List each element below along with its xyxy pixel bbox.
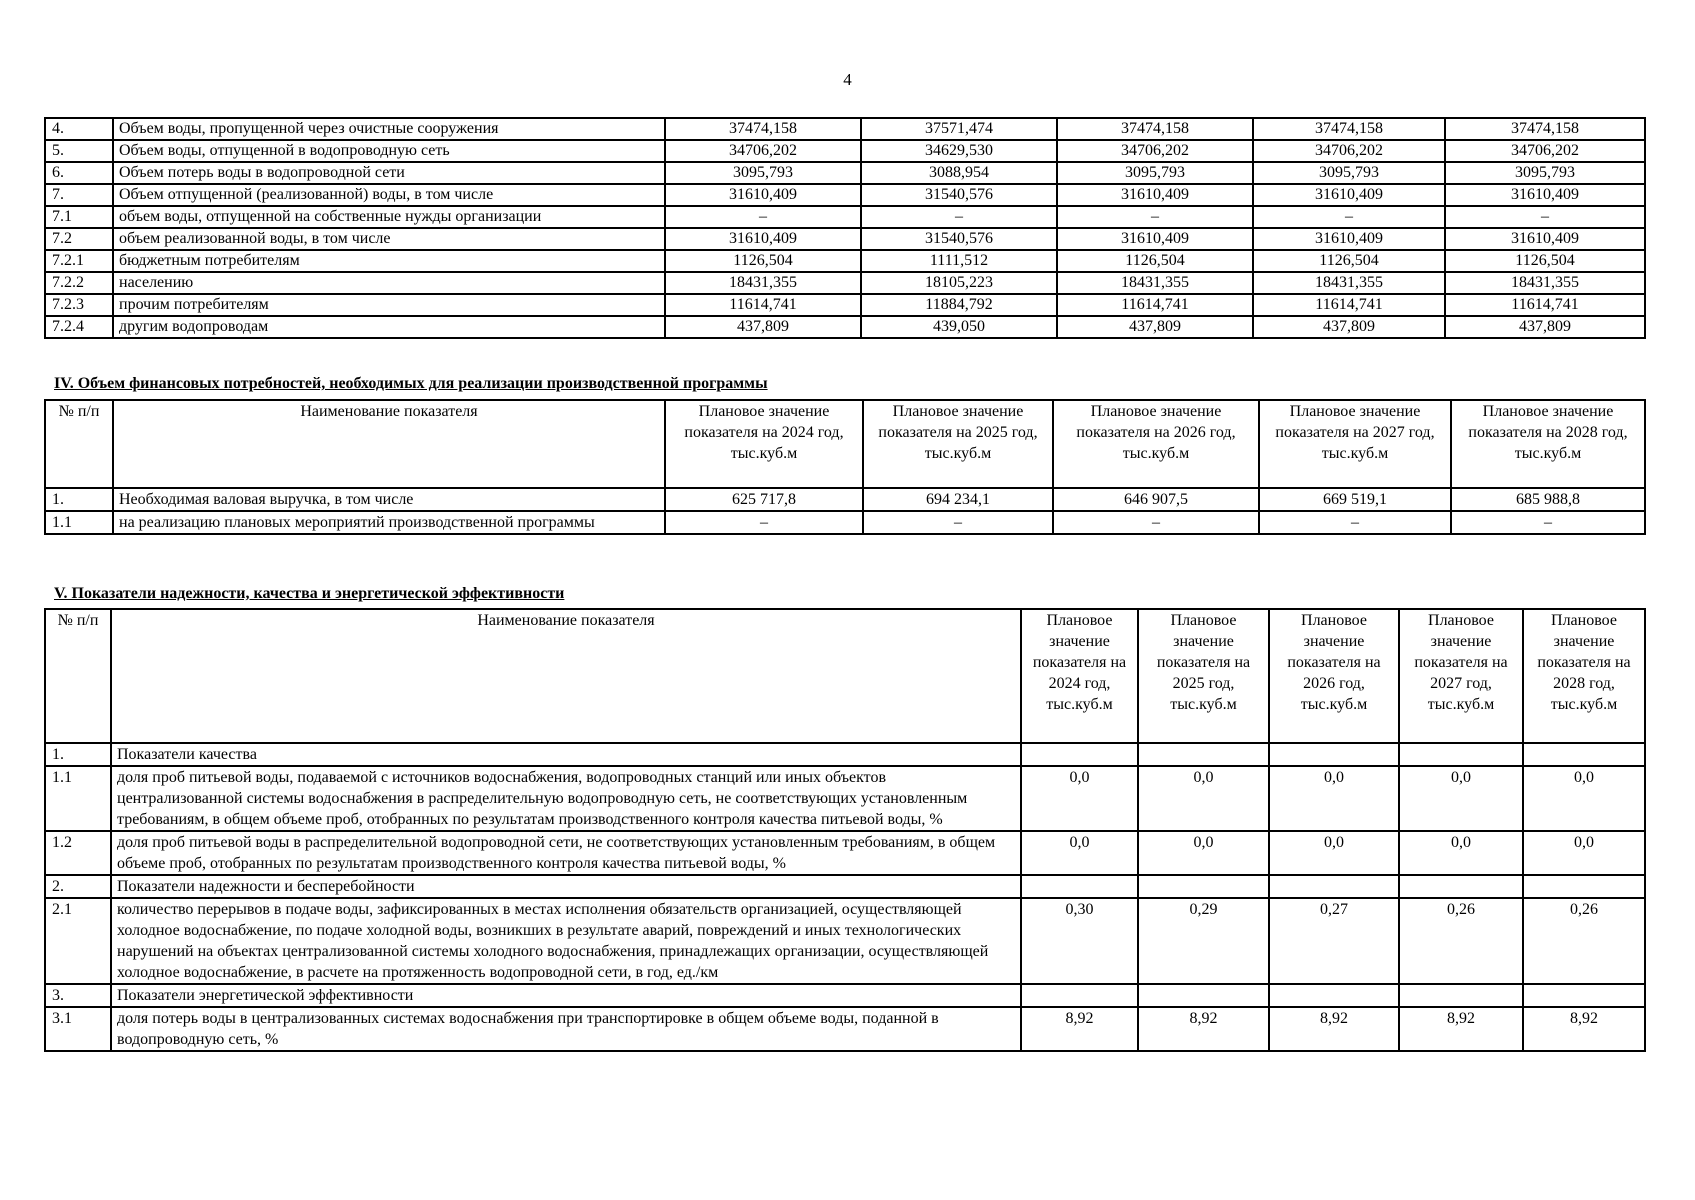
value-2026: 0,27 — [1269, 898, 1399, 984]
row-number: 7.2 — [45, 228, 113, 250]
indicator-name: объем реализованной воды, в том числе — [113, 228, 665, 250]
value-2028: 8,92 — [1523, 1007, 1645, 1051]
value-2027: 0,0 — [1399, 766, 1523, 831]
value-2028: 1126,504 — [1445, 250, 1645, 272]
value-2028: 0,0 — [1523, 766, 1645, 831]
row-number: 6. — [45, 162, 113, 184]
value-2027: 0,26 — [1399, 898, 1523, 984]
value-2026 — [1269, 984, 1399, 1007]
value-2027: 34706,202 — [1253, 140, 1445, 162]
column-header-name: Наименование показателя — [111, 609, 1021, 743]
indicator-name: Необходимая валовая выручка, в том числе — [113, 488, 665, 511]
indicator-name: бюджетным потребителям — [113, 250, 665, 272]
value-2026: 437,809 — [1057, 316, 1253, 338]
value-2026 — [1269, 743, 1399, 766]
value-2026: 11614,741 — [1057, 294, 1253, 316]
value-2028: – — [1451, 511, 1645, 534]
row-number: 1.1 — [45, 766, 111, 831]
value-2027: 8,92 — [1399, 1007, 1523, 1051]
indicator-name: Объем потерь воды в водопроводной сети — [113, 162, 665, 184]
indicator-name: доля потерь воды в централизованных системах водоснабжения при транспортировке в общем объеме воды, поданной в водопроводную сеть, % — [111, 1007, 1021, 1051]
value-2024: 3095,793 — [665, 162, 861, 184]
table-row — [45, 206, 1645, 228]
table-row — [45, 184, 1645, 206]
value-2025: 0,0 — [1138, 831, 1269, 875]
value-2027: – — [1259, 511, 1451, 534]
row-number: 1.1 — [45, 511, 113, 534]
table-row — [45, 162, 1645, 184]
row-number: 3.1 — [45, 1007, 111, 1051]
value-2027: 11614,741 — [1253, 294, 1445, 316]
indicator-name: доля проб питьевой воды, подаваемой с источников водоснабжения, водопроводных станций или иных объектов централизованной системы водоснабжения в распределительную водопроводную сеть, не соответствующих установленным требованиям, в общем объеме проб, отобранных по результатам производственного контроля качества питьевой воды, % — [111, 766, 1021, 831]
value-2026: 18431,355 — [1057, 272, 1253, 294]
indicator-name: Показатели надежности и бесперебойности — [111, 875, 1021, 898]
value-2026: 31610,409 — [1057, 228, 1253, 250]
value-2027 — [1399, 743, 1523, 766]
value-2028 — [1523, 875, 1645, 898]
value-2027: 37474,158 — [1253, 118, 1445, 140]
table-row — [45, 984, 1645, 1007]
value-2028 — [1523, 743, 1645, 766]
value-2028: 3095,793 — [1445, 162, 1645, 184]
value-2026: 31610,409 — [1057, 184, 1253, 206]
value-2024: 37474,158 — [665, 118, 861, 140]
column-header-name: Наименование показателя — [113, 400, 665, 488]
indicator-name: доля проб питьевой воды в распределительной водопроводной сети, не соответствующих установленным требованиям, в общем объеме проб, отобранных по результатам производственного контроля качества питьевой воды, % — [111, 831, 1021, 875]
table-row — [45, 316, 1645, 338]
indicator-name: на реализацию плановых мероприятий производственной программы — [113, 511, 665, 534]
value-2025: 0,29 — [1138, 898, 1269, 984]
value-2026: 0,0 — [1269, 831, 1399, 875]
value-2024: – — [665, 206, 861, 228]
table-row — [45, 272, 1645, 294]
table-row — [45, 743, 1645, 766]
row-number: 7.2.3 — [45, 294, 113, 316]
value-2024: 437,809 — [665, 316, 861, 338]
indicator-name: объем воды, отпущенной на собственные нужды организации — [113, 206, 665, 228]
row-number: 5. — [45, 140, 113, 162]
value-2024: 11614,741 — [665, 294, 861, 316]
value-2027: 31610,409 — [1253, 184, 1445, 206]
value-2027: 1126,504 — [1253, 250, 1445, 272]
column-header-num: № п/п — [45, 400, 113, 488]
indicator-name: населению — [113, 272, 665, 294]
value-2027: 437,809 — [1253, 316, 1445, 338]
value-2026: – — [1057, 206, 1253, 228]
indicator-name: Объем отпущенной (реализованной) воды, в том числе — [113, 184, 665, 206]
value-2028: 18431,355 — [1445, 272, 1645, 294]
value-2027: 669 519,1 — [1259, 488, 1451, 511]
table-row — [45, 250, 1645, 272]
value-2027: 31610,409 — [1253, 228, 1445, 250]
value-2024: 8,92 — [1021, 1007, 1138, 1051]
value-2025: 34629,530 — [861, 140, 1057, 162]
value-2028: 34706,202 — [1445, 140, 1645, 162]
value-2028: – — [1445, 206, 1645, 228]
row-number: 3. — [45, 984, 111, 1007]
indicator-name: Показатели энергетической эффективности — [111, 984, 1021, 1007]
column-header-num: № п/п — [45, 609, 111, 743]
table-row — [45, 140, 1645, 162]
value-2025: 11884,792 — [861, 294, 1057, 316]
column-header-2024: Плановое значение показателя на 2024 год, тыс.куб.м — [665, 400, 863, 488]
row-number: 1.2 — [45, 831, 111, 875]
column-header-2026: Плановое значение показателя на 2026 год, тыс.куб.м — [1269, 609, 1399, 743]
row-number: 2.1 — [45, 898, 111, 984]
table-row — [45, 294, 1645, 316]
value-2025: 0,0 — [1138, 766, 1269, 831]
value-2024: 18431,355 — [665, 272, 861, 294]
value-2024: 0,0 — [1021, 766, 1138, 831]
section-5-title: V. Показатели надежности, качества и энергетической эффективности — [54, 585, 565, 602]
value-2025: 1111,512 — [861, 250, 1057, 272]
indicator-name: Показатели качества — [111, 743, 1021, 766]
value-2028: 437,809 — [1445, 316, 1645, 338]
value-2024: – — [665, 511, 863, 534]
value-2028: 11614,741 — [1445, 294, 1645, 316]
value-2025: 694 234,1 — [863, 488, 1053, 511]
value-2025: 8,92 — [1138, 1007, 1269, 1051]
column-header-2027: Плановое значение показателя на 2027 год, тыс.куб.м — [1399, 609, 1523, 743]
table-row — [45, 118, 1645, 140]
row-number: 7.2.4 — [45, 316, 113, 338]
table-header-row — [45, 609, 1645, 743]
value-2024: 31610,409 — [665, 184, 861, 206]
indicator-name: количество перерывов в подаче воды, зафиксированных в местах исполнения обязательств организацией, осуществляющей холодное водоснабжение, по подаче холодной воды, возникших в результате аварий, повреждений и иных технологических нарушений на объектах централизованной системы холодного водоснабжения, принадлежащих организации, осуществляющей холодное водоснабжение, в расчете на протяженность водопроводной сети, в год, ед./км — [111, 898, 1021, 984]
row-number: 7. — [45, 184, 113, 206]
table-row — [45, 831, 1645, 875]
value-2024: 1126,504 — [665, 250, 861, 272]
value-2027: 3095,793 — [1253, 162, 1445, 184]
row-number: 7.2.1 — [45, 250, 113, 272]
row-number: 4. — [45, 118, 113, 140]
column-header-2024: Плановое значение показателя на 2024 год, тыс.куб.м — [1021, 609, 1138, 743]
value-2025: 18105,223 — [861, 272, 1057, 294]
row-number: 1. — [45, 488, 113, 511]
value-2027: 18431,355 — [1253, 272, 1445, 294]
table-row — [45, 766, 1645, 831]
value-2028: 0,0 — [1523, 831, 1645, 875]
column-header-2027: Плановое значение показателя на 2027 год, тыс.куб.м — [1259, 400, 1451, 488]
row-number: 1. — [45, 743, 111, 766]
value-2024: 31610,409 — [665, 228, 861, 250]
page-number: 4 — [843, 70, 852, 89]
row-number: 7.1 — [45, 206, 113, 228]
value-2026: 37474,158 — [1057, 118, 1253, 140]
value-2025: 3088,954 — [861, 162, 1057, 184]
value-2025: – — [863, 511, 1053, 534]
value-2025: 31540,576 — [861, 228, 1057, 250]
column-header-2028: Плановое значение показателя на 2028 год, тыс.куб.м — [1523, 609, 1645, 743]
column-header-2025: Плановое значение показателя на 2025 год, тыс.куб.м — [1138, 609, 1269, 743]
value-2024 — [1021, 743, 1138, 766]
value-2026: 0,0 — [1269, 766, 1399, 831]
value-2025: 31540,576 — [861, 184, 1057, 206]
value-2028: 685 988,8 — [1451, 488, 1645, 511]
value-2024: 0,0 — [1021, 831, 1138, 875]
row-number: 2. — [45, 875, 111, 898]
value-2026 — [1269, 875, 1399, 898]
value-2025: 439,050 — [861, 316, 1057, 338]
table-row — [45, 228, 1645, 250]
table-row — [45, 1007, 1645, 1051]
value-2025 — [1138, 743, 1269, 766]
indicator-name: Объем воды, отпущенной в водопроводную сеть — [113, 140, 665, 162]
value-2025: 37571,474 — [861, 118, 1057, 140]
value-2028: 0,26 — [1523, 898, 1645, 984]
value-2028 — [1523, 984, 1645, 1007]
table-row — [45, 488, 1645, 511]
reliability-quality-table — [44, 608, 1646, 1052]
value-2026: 3095,793 — [1057, 162, 1253, 184]
value-2028: 37474,158 — [1445, 118, 1645, 140]
section-4-title: IV. Объем финансовых потребностей, необходимых для реализации производственной программы — [54, 375, 768, 392]
value-2025 — [1138, 984, 1269, 1007]
value-2024: 625 717,8 — [665, 488, 863, 511]
value-2024 — [1021, 875, 1138, 898]
value-2028: 31610,409 — [1445, 184, 1645, 206]
value-2027 — [1399, 984, 1523, 1007]
column-header-2028: Плановое значение показателя на 2028 год, тыс.куб.м — [1451, 400, 1645, 488]
column-header-2026: Плановое значение показателя на 2026 год, тыс.куб.м — [1053, 400, 1259, 488]
table-header-row — [45, 400, 1645, 488]
value-2024: 0,30 — [1021, 898, 1138, 984]
table-row — [45, 898, 1645, 984]
financial-needs-table — [44, 399, 1646, 535]
value-2025: – — [861, 206, 1057, 228]
indicator-name: Объем воды, пропущенной через очистные сооружения — [113, 118, 665, 140]
value-2026: 8,92 — [1269, 1007, 1399, 1051]
value-2026: 646 907,5 — [1053, 488, 1259, 511]
value-2027 — [1399, 875, 1523, 898]
water-volume-table — [44, 117, 1646, 339]
column-header-2025: Плановое значение показателя на 2025 год, тыс.куб.м — [863, 400, 1053, 488]
value-2024 — [1021, 984, 1138, 1007]
row-number: 7.2.2 — [45, 272, 113, 294]
table-row — [45, 511, 1645, 534]
value-2026: 34706,202 — [1057, 140, 1253, 162]
value-2027: – — [1253, 206, 1445, 228]
value-2025 — [1138, 875, 1269, 898]
indicator-name: прочим потребителям — [113, 294, 665, 316]
table-row — [45, 875, 1645, 898]
value-2026: 1126,504 — [1057, 250, 1253, 272]
value-2024: 34706,202 — [665, 140, 861, 162]
value-2028: 31610,409 — [1445, 228, 1645, 250]
value-2027: 0,0 — [1399, 831, 1523, 875]
indicator-name: другим водопроводам — [113, 316, 665, 338]
value-2026: – — [1053, 511, 1259, 534]
